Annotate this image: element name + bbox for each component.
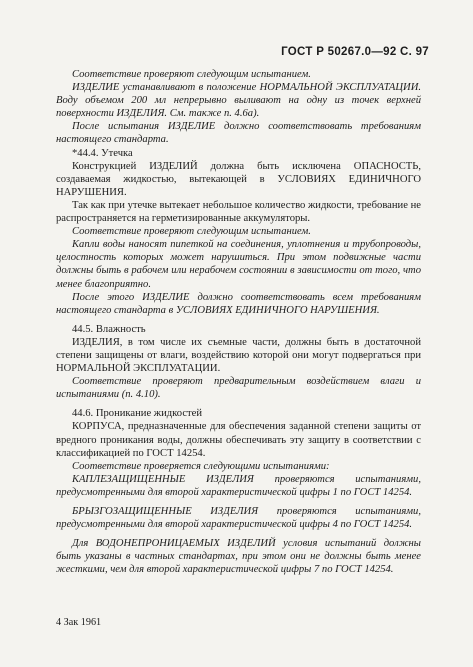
paragraph: Соответствие проверяют предварительным воздействием влаги и испытаниями (п. 4.10). — [56, 376, 421, 401]
section-heading: 44.6. Проникание жидкостей — [72, 408, 203, 420]
page-header: ГОСТ Р 50267.0—92 С. 97 — [281, 46, 429, 58]
page-body — [56, 68, 421, 576]
paragraph: КОРПУСА, предназначенные для обеспечения заданной степени защиты от вредного проникания воды, должны обеспечивать эту защиту в соответствии с классификацией по ГОСТ 14254. — [56, 421, 421, 459]
paragraph: Соответствие проверяется следующими испытаниями: — [72, 460, 330, 472]
paragraph: Соответствие проверяют следующим испытанием. — [72, 69, 311, 80]
paragraph: ИЗДЕЛИЯ, в том числе их съемные части, должны быть в достаточной степени защищены от влаги, воздействию которой они могут подвергаться при НОРМАЛЬНОЙ ЭКСПЛУАТАЦИИ. — [56, 336, 421, 375]
paragraph: ИЗДЕЛИЕ устанавливают в положение НОРМАЛЬНОЙ ЭКСПЛУАТАЦИИ. Воду объемом 200 мл непрерывно выливают на одну из точек верхней поверхности ИЗДЕЛИЯ. См. также п. 4.6а). — [56, 82, 421, 120]
section-heading: 44.5. Влажность — [72, 323, 146, 335]
paragraph: БРЫЗГОЗАЩИЩЕННЫЕ ИЗДЕЛИЯ проверяются испытаниями, предусмотренными для второй характеристической цифры 4 по ГОСТ 14254. — [56, 506, 421, 531]
page-footer: 4 Зак 1961 — [56, 617, 102, 628]
section-heading: *44.4. Утечка — [72, 147, 133, 159]
paragraph: КАПЛЕЗАЩИЩЕННЫЕ ИЗДЕЛИЯ проверяются испытаниями, предусмотренными для второй характеристической цифры 1 по ГОСТ 14254. — [56, 473, 421, 498]
paragraph: После испытания ИЗДЕЛИЕ должно соответствовать требованиям настоящего стандарта. — [56, 121, 421, 146]
paragraph: Для ВОДОНЕПРОНИЦАЕМЫХ ИЗДЕЛИЙ условия испытаний должны быть указаны в частных стандартах, при этом они не должны быть менее жесткими, чем для второй характеристической цифры 7 по ГОСТ 14254. — [56, 538, 421, 576]
paragraph: После этого ИЗДЕЛИЕ должно соответствовать всем требованиям настоящего стандарта в УСЛОВИЯХ ЕДИНИЧНОГО НАРУШЕНИЯ. — [56, 291, 421, 316]
paragraph: Капли воды наносят пипеткой на соединения, уплотнения и трубопроводы, целостность которых может нарушиться. При этом подвижные части должны быть в рабочем или нерабочем состоянии в зависимости от того, что менее благоприятно. — [56, 239, 421, 290]
paragraph: Конструкцией ИЗДЕЛИЙ должна быть исключена ОПАСНОСТЬ, создаваемая жидкостью, вытекающей в УСЛОВИЯХ ЕДИНИЧНОГО НАРУШЕНИЯ. — [56, 160, 421, 198]
paragraph: Соответствие проверяют следующим испытанием. — [72, 226, 311, 238]
paragraph: Так как при утечке вытекает небольшое количество жидкости, требование не распространяется на герметизированные аккумуляторы. — [56, 199, 421, 225]
